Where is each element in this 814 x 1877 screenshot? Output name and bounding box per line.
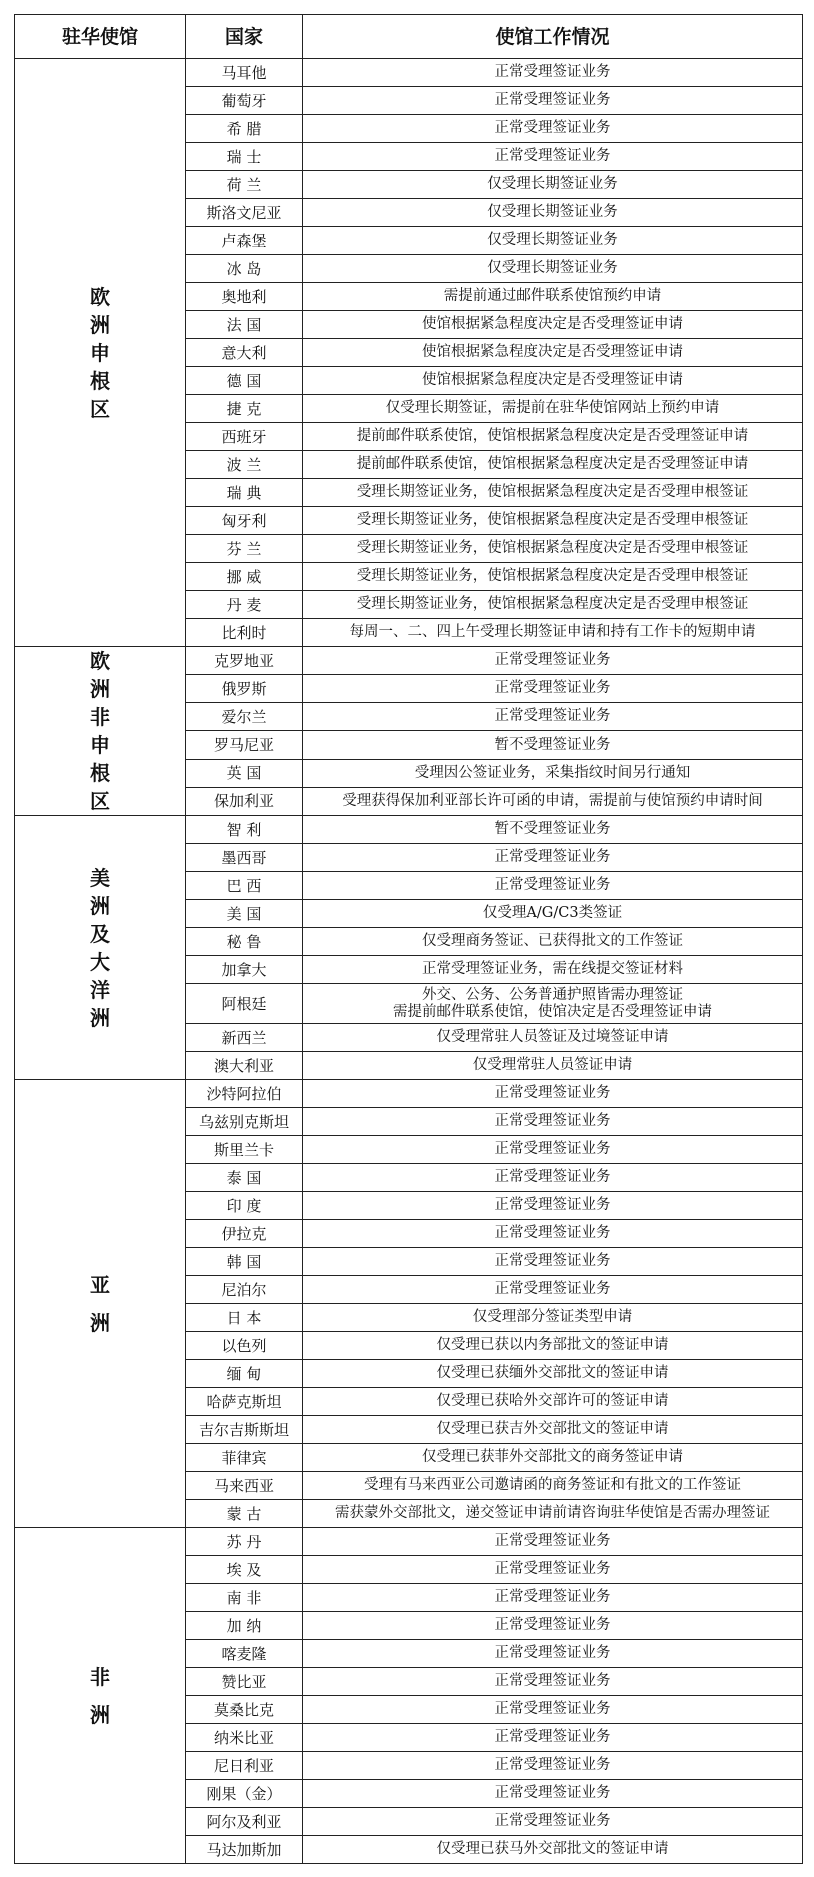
country-cell: 英 国 <box>186 759 303 787</box>
country-cell: 莫桑比克 <box>186 1696 303 1724</box>
status-cell <box>303 1780 803 1808</box>
status-cell <box>303 1024 803 1052</box>
status-text: 仅受理长期签证业务 <box>487 232 618 248</box>
status-text: 正常受理签证业务 <box>494 1785 611 1801</box>
status-cell <box>303 1752 803 1780</box>
table-row <box>15 1080 803 1108</box>
status-cell <box>303 283 803 311</box>
country-cell: 马来西亚 <box>186 1472 303 1500</box>
status-cell <box>303 507 803 535</box>
table-row <box>15 816 803 844</box>
status-text: 正常受理签证业务 <box>494 92 611 108</box>
country-cell: 韩 国 <box>186 1248 303 1276</box>
status-text: 正常受理签证业务，需在线提交签证材料 <box>422 961 683 977</box>
country-cell: 日 本 <box>186 1304 303 1332</box>
status-cell <box>303 703 803 731</box>
status-cell <box>303 1724 803 1752</box>
status-text: 正常受理签证业务 <box>494 148 611 164</box>
country-cell: 巴 西 <box>186 872 303 900</box>
status-cell <box>303 1444 803 1472</box>
status-text: 正常受理签证业务 <box>494 1141 611 1157</box>
status-cell <box>303 1164 803 1192</box>
status-cell <box>303 1640 803 1668</box>
country-cell: 墨西哥 <box>186 844 303 872</box>
country-cell: 泰 国 <box>186 1164 303 1192</box>
region-name: 欧洲非申根区 <box>90 649 110 813</box>
country-cell: 缅 甸 <box>186 1360 303 1388</box>
country-cell: 吉尔吉斯斯坦 <box>186 1416 303 1444</box>
country-cell: 瑞 典 <box>186 479 303 507</box>
status-text: 仅受理常驻人员签证及过境签证申请 <box>436 1029 669 1045</box>
status-text: 正常受理签证业务 <box>494 1701 611 1717</box>
country-cell: 爱尔兰 <box>186 703 303 731</box>
status-cell <box>303 1500 803 1528</box>
status-cell <box>303 1472 803 1500</box>
status-text: 正常受理签证业务 <box>494 1169 611 1185</box>
country-cell: 卢森堡 <box>186 227 303 255</box>
country-cell: 捷 克 <box>186 395 303 423</box>
status-cell <box>303 872 803 900</box>
status-text: 正常受理签证业务 <box>494 1813 611 1829</box>
country-cell: 瑞 士 <box>186 143 303 171</box>
status-cell <box>303 535 803 563</box>
country-cell: 以色列 <box>186 1332 303 1360</box>
status-cell <box>303 1836 803 1864</box>
status-cell <box>303 816 803 844</box>
country-cell: 菲律宾 <box>186 1444 303 1472</box>
country-cell: 德 国 <box>186 367 303 395</box>
status-text: 受理长期签证业务，使馆根据紧急程度决定是否受理申根签证 <box>356 568 749 584</box>
country-cell: 马耳他 <box>186 59 303 87</box>
status-text: 受理有马来西亚公司邀请函的商务签证和有批文的工作签证 <box>364 1477 741 1493</box>
status-text: 正常受理签证业务 <box>494 1113 611 1129</box>
status-cell <box>303 1248 803 1276</box>
region-cell <box>15 1080 186 1528</box>
country-cell: 秘 鲁 <box>186 928 303 956</box>
country-cell: 纳米比亚 <box>186 1724 303 1752</box>
status-text: 需提前通过邮件联系使馆预约申请 <box>443 288 662 304</box>
country-cell: 希 腊 <box>186 115 303 143</box>
status-cell <box>303 479 803 507</box>
header-embassy: 驻华使馆 <box>15 15 186 59</box>
country-cell: 挪 威 <box>186 563 303 591</box>
status-text: 仅受理长期签证业务 <box>487 260 618 276</box>
status-cell <box>303 1416 803 1444</box>
country-cell: 斯里兰卡 <box>186 1136 303 1164</box>
region-cell <box>15 1528 186 1864</box>
status-text: 正常受理签证业务 <box>494 877 611 893</box>
country-cell: 尼泊尔 <box>186 1276 303 1304</box>
status-cell <box>303 844 803 872</box>
region-cell <box>15 816 186 1080</box>
status-text: 正常受理签证业务 <box>494 652 611 669</box>
status-text: 正常受理签证业务 <box>494 1617 611 1633</box>
status-cell <box>303 900 803 928</box>
country-cell: 荷 兰 <box>186 171 303 199</box>
status-text: 正常受理签证业务 <box>494 1757 611 1773</box>
status-text: 正常受理签证业务 <box>494 1085 611 1101</box>
country-cell: 法 国 <box>186 311 303 339</box>
status-cell <box>303 787 803 815</box>
status-cell <box>303 171 803 199</box>
country-cell: 哈萨克斯坦 <box>186 1388 303 1416</box>
country-cell: 保加利亚 <box>186 787 303 815</box>
status-text: 受理因公签证业务，采集指纹时间另行通知 <box>414 764 691 781</box>
country-cell: 阿尔及利亚 <box>186 1808 303 1836</box>
visa-status-document <box>14 14 802 1864</box>
country-cell: 赞比亚 <box>186 1668 303 1696</box>
country-cell: 埃 及 <box>186 1556 303 1584</box>
status-cell <box>303 1136 803 1164</box>
status-cell <box>303 1696 803 1724</box>
region-name: 美洲及大洋洲 <box>90 865 110 1030</box>
status-text: 仅受理长期签证业务 <box>487 176 618 192</box>
table-header-row <box>15 15 803 59</box>
status-text: 仅受理A/G/C3类签证 <box>482 905 623 921</box>
status-text: 正常受理签证业务 <box>494 680 611 697</box>
status-cell <box>303 1220 803 1248</box>
region-name: 非洲 <box>90 1664 110 1727</box>
status-text: 使馆根据紧急程度决定是否受理签证申请 <box>422 344 683 360</box>
header-country: 国家 <box>186 15 303 59</box>
status-cell <box>303 984 803 1024</box>
status-cell <box>303 1556 803 1584</box>
status-text: 仅受理已获吉外交部批文的签证申请 <box>436 1421 669 1437</box>
status-text: 正常受理签证业务 <box>494 1729 611 1745</box>
status-cell <box>303 59 803 87</box>
country-cell: 斯洛文尼亚 <box>186 199 303 227</box>
table-row <box>15 59 803 87</box>
status-cell <box>303 1332 803 1360</box>
country-cell: 克罗地亚 <box>186 647 303 675</box>
status-text: 正常受理签证业务 <box>494 1225 611 1241</box>
country-cell: 冰 岛 <box>186 255 303 283</box>
status-text: 受理长期签证业务，使馆根据紧急程度决定是否受理申根签证 <box>356 596 749 612</box>
status-text: 使馆根据紧急程度决定是否受理签证申请 <box>422 372 683 388</box>
status-text: 正常受理签证业务 <box>494 1281 611 1297</box>
country-cell: 刚果（金） <box>186 1780 303 1808</box>
status-text: 受理获得保加利亚部长许可函的申请，需提前与使馆预约申请时间 <box>342 792 763 809</box>
status-text: 暂不受理签证业务 <box>494 736 611 753</box>
country-cell: 芬 兰 <box>186 535 303 563</box>
country-cell: 伊拉克 <box>186 1220 303 1248</box>
status-text: 正常受理签证业务 <box>494 1197 611 1213</box>
country-cell: 比利时 <box>186 619 303 647</box>
status-text: 使馆根据紧急程度决定是否受理签证申请 <box>422 316 683 332</box>
status-text: 仅受理商务签证、已获得批文的工作签证 <box>422 933 683 949</box>
status-cell <box>303 1360 803 1388</box>
status-text: 需获蒙外交部批文，递交签证申请前请咨询驻华使馆是否需办理签证 <box>335 1505 770 1521</box>
status-text: 受理长期签证业务，使馆根据紧急程度决定是否受理申根签证 <box>356 484 749 500</box>
country-cell: 波 兰 <box>186 451 303 479</box>
country-cell: 尼日利亚 <box>186 1752 303 1780</box>
country-cell: 葡萄牙 <box>186 87 303 115</box>
status-cell <box>303 647 803 675</box>
status-text: 仅受理部分签证类型申请 <box>472 1309 633 1325</box>
status-text: 正常受理签证业务 <box>494 1561 611 1577</box>
country-cell: 沙特阿拉伯 <box>186 1080 303 1108</box>
status-cell <box>303 1304 803 1332</box>
status-cell <box>303 451 803 479</box>
status-cell <box>303 1668 803 1696</box>
status-text: 外交、公务、公务普通护照皆需办理签证 <box>422 986 683 1003</box>
status-text: 暂不受理签证业务 <box>494 821 611 837</box>
region-name: 欧洲申根区 <box>90 284 110 421</box>
table-row <box>15 647 803 675</box>
status-text: 正常受理签证业务 <box>494 708 611 725</box>
status-text: 仅受理常驻人员签证申请 <box>472 1057 633 1073</box>
status-cell <box>303 199 803 227</box>
status-text: 提前邮件联系使馆，使馆根据紧急程度决定是否受理签证申请 <box>356 428 749 444</box>
status-cell <box>303 255 803 283</box>
status-cell <box>303 143 803 171</box>
status-cell <box>303 1808 803 1836</box>
status-cell <box>303 1192 803 1220</box>
status-text: 正常受理签证业务 <box>494 1253 611 1269</box>
status-text: 仅受理长期签证，需提前在驻华使馆网站上预约申请 <box>385 400 720 416</box>
country-cell: 意大利 <box>186 339 303 367</box>
country-cell: 新西兰 <box>186 1024 303 1052</box>
country-cell: 俄罗斯 <box>186 675 303 703</box>
status-cell <box>303 591 803 619</box>
status-cell <box>303 1612 803 1640</box>
country-cell: 加 纳 <box>186 1612 303 1640</box>
status-text: 仅受理长期签证业务 <box>487 204 618 220</box>
header-status: 使馆工作情况 <box>303 15 803 59</box>
status-text: 正常受理签证业务 <box>494 1673 611 1689</box>
region-name: 亚洲 <box>90 1272 110 1335</box>
status-text: 正常受理签证业务 <box>494 1589 611 1605</box>
status-cell <box>303 1388 803 1416</box>
status-cell <box>303 395 803 423</box>
country-cell: 乌兹别克斯坦 <box>186 1108 303 1136</box>
status-cell <box>303 1528 803 1556</box>
country-cell: 马达加斯加 <box>186 1836 303 1864</box>
status-cell <box>303 87 803 115</box>
status-text: 仅受理已获哈外交部许可的签证申请 <box>436 1393 669 1409</box>
status-text: 正常受理签证业务 <box>494 64 611 80</box>
status-text: 受理长期签证业务，使馆根据紧急程度决定是否受理申根签证 <box>356 540 749 556</box>
status-text-line2: 需提前邮件联系使馆，使馆决定是否受理签证申请 <box>393 1003 712 1020</box>
country-cell: 阿根廷 <box>186 984 303 1024</box>
status-cell <box>303 928 803 956</box>
country-cell: 美 国 <box>186 900 303 928</box>
status-text: 正常受理签证业务 <box>494 1533 611 1549</box>
status-cell <box>303 731 803 759</box>
region-cell <box>15 59 186 647</box>
country-cell: 蒙 古 <box>186 1500 303 1528</box>
country-cell: 智 利 <box>186 816 303 844</box>
status-text: 仅受理已获以内务部批文的签证申请 <box>436 1337 669 1353</box>
country-cell: 罗马尼亚 <box>186 731 303 759</box>
status-cell <box>303 1052 803 1080</box>
status-cell <box>303 423 803 451</box>
status-text: 仅受理已获缅外交部批文的签证申请 <box>436 1365 669 1381</box>
status-text: 仅受理已获菲外交部批文的商务签证申请 <box>422 1449 683 1465</box>
status-cell <box>303 1080 803 1108</box>
status-cell <box>303 1584 803 1612</box>
country-cell: 喀麦隆 <box>186 1640 303 1668</box>
status-cell <box>303 1108 803 1136</box>
status-cell <box>303 563 803 591</box>
embassy-visa-table <box>14 14 803 1864</box>
status-cell <box>303 115 803 143</box>
status-cell <box>303 956 803 984</box>
country-cell: 印 度 <box>186 1192 303 1220</box>
region-cell <box>15 647 186 816</box>
status-cell <box>303 619 803 647</box>
country-cell: 西班牙 <box>186 423 303 451</box>
status-cell <box>303 675 803 703</box>
status-text: 正常受理签证业务 <box>494 120 611 136</box>
table-body <box>15 59 803 1864</box>
country-cell: 苏 丹 <box>186 1528 303 1556</box>
status-text: 每周一、二、四上午受理长期签证申请和持有工作卡的短期申请 <box>349 624 756 640</box>
status-text: 仅受理已获马外交部批文的签证申请 <box>436 1841 669 1857</box>
country-cell: 匈牙利 <box>186 507 303 535</box>
status-cell <box>303 759 803 787</box>
status-text: 正常受理签证业务 <box>494 849 611 865</box>
country-cell: 加拿大 <box>186 956 303 984</box>
country-cell: 丹 麦 <box>186 591 303 619</box>
country-cell: 南 非 <box>186 1584 303 1612</box>
status-cell <box>303 1276 803 1304</box>
status-cell <box>303 227 803 255</box>
status-cell <box>303 367 803 395</box>
status-text: 正常受理签证业务 <box>494 1645 611 1661</box>
status-text: 受理长期签证业务，使馆根据紧急程度决定是否受理申根签证 <box>356 512 749 528</box>
status-cell <box>303 311 803 339</box>
country-cell: 奥地利 <box>186 283 303 311</box>
table-row <box>15 1528 803 1556</box>
status-cell <box>303 339 803 367</box>
status-text: 提前邮件联系使馆，使馆根据紧急程度决定是否受理签证申请 <box>356 456 749 472</box>
country-cell: 澳大利亚 <box>186 1052 303 1080</box>
